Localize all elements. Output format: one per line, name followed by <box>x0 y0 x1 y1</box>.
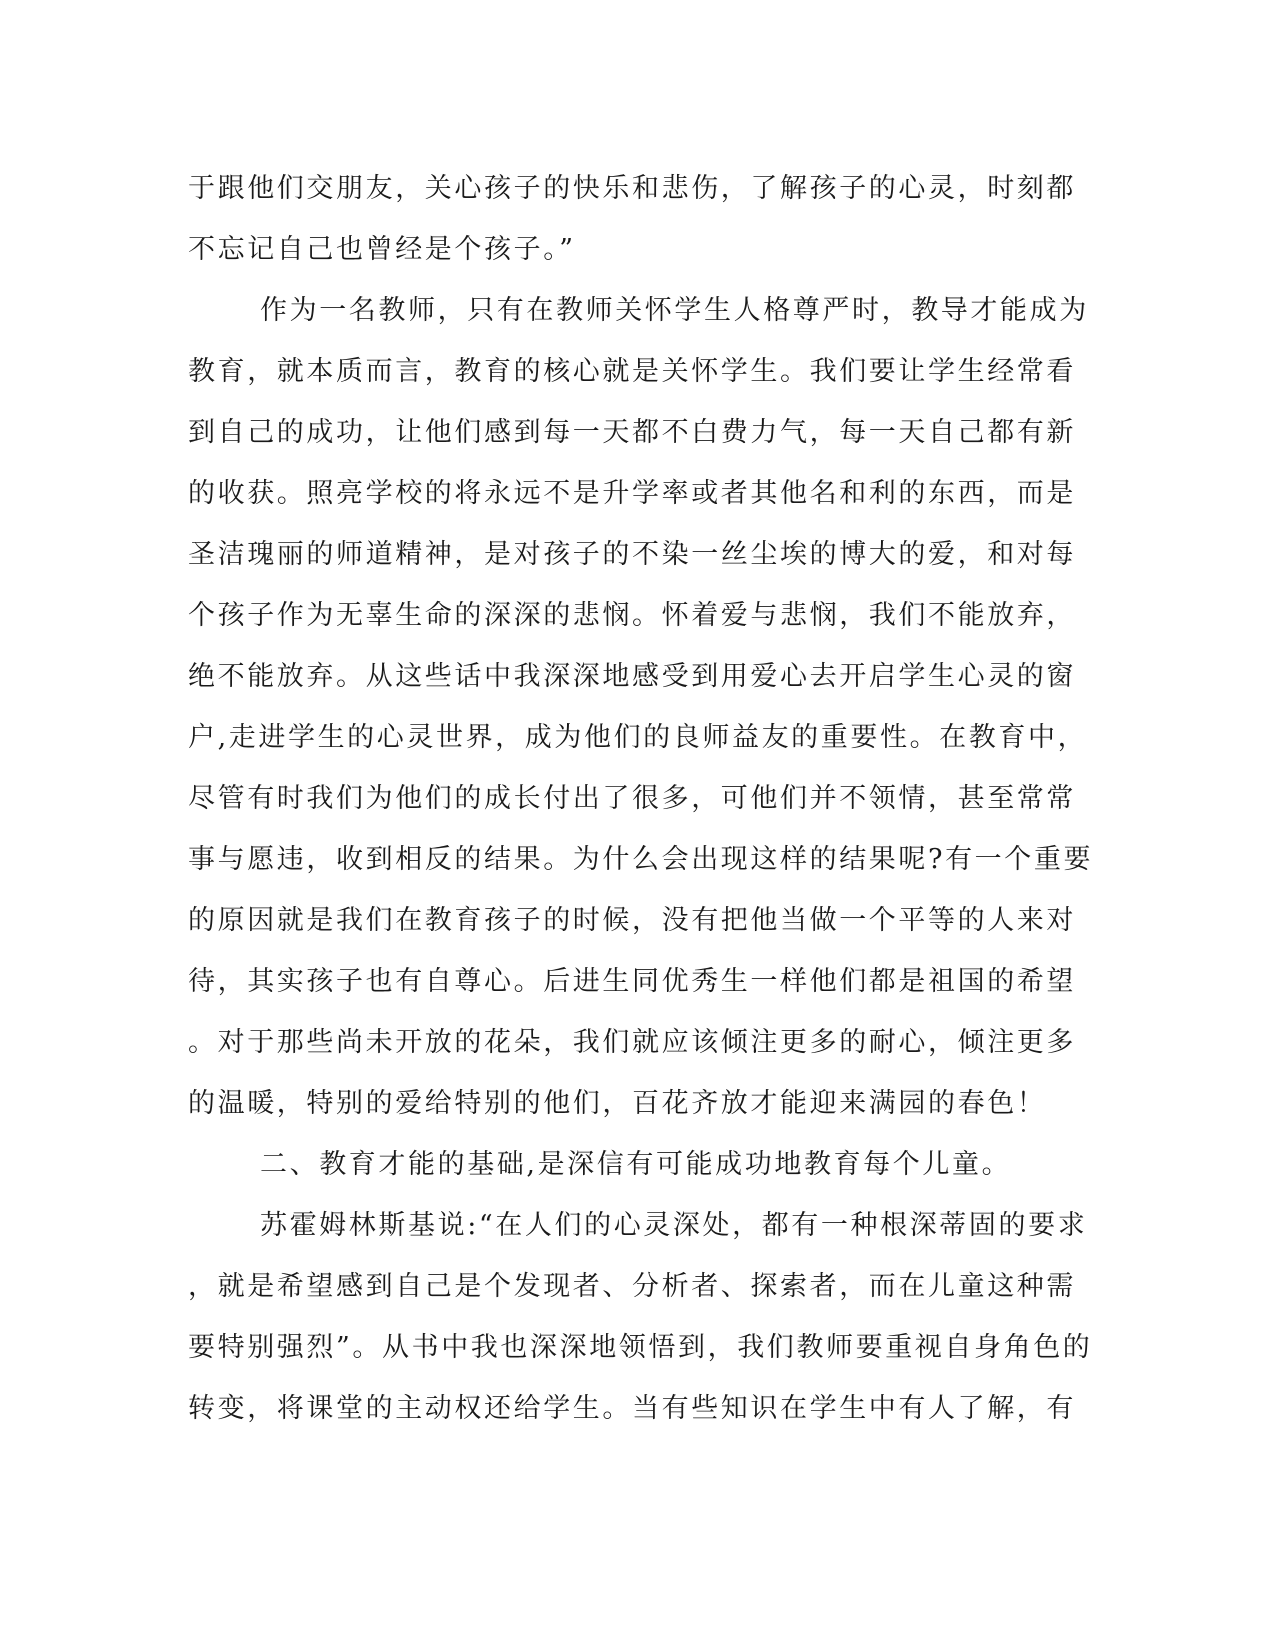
section-heading: 二、教育才能的基础,是深信有可能成功地教育每个儿童。 <box>260 1149 1012 1180</box>
text-line: 事与愿违，收到相反的结果。为什么会出现这样的结果呢?有一个重要 <box>188 844 1094 875</box>
text-line: ，就是希望感到自己是个发现者、分析者、探索者，而在儿童这种需 <box>188 1271 1076 1302</box>
text-line: 到自己的成功，让他们感到每一天都不白费力气，每一天自己都有新 <box>188 417 1076 448</box>
text-line: 尽管有时我们为他们的成长付出了很多，可他们并不领情，甚至常常 <box>188 783 1076 814</box>
text-line: 绝不能放弃。从这些话中我深深地感受到用爱心去开启学生心灵的窗 <box>188 661 1076 692</box>
text-line: 苏霍姆林斯基说:“在人们的心灵深处，都有一种根深蒂固的要求 <box>260 1210 1088 1241</box>
document-body <box>188 158 1094 1439</box>
text-line: 于跟他们交朋友，关心孩子的快乐和悲伤，了解孩子的心灵，时刻都 <box>188 173 1076 204</box>
text-line: 。对于那些尚未开放的花朵，我们就应该倾注更多的耐心，倾注更多 <box>188 1027 1076 1058</box>
text-line: 不忘记自己也曾经是个孩子。” <box>188 234 576 265</box>
text-line: 教育，就本质而言，教育的核心就是关怀学生。我们要让学生经常看 <box>188 356 1076 387</box>
text-line: 作为一名教师，只有在教师关怀学生人格尊严时，教导才能成为 <box>260 295 1089 326</box>
text-line: 个孩子作为无辜生命的深深的悲悯。怀着爱与悲悯，我们不能放弃， <box>188 600 1076 631</box>
text-line: 的温暖，特别的爱给特别的他们，百花齐放才能迎来满园的春色！ <box>188 1088 1047 1119</box>
text-line: 的原因就是我们在教育孩子的时候，没有把他当做一个平等的人来对 <box>188 905 1076 936</box>
text-line: 户,走进学生的心灵世界，成为他们的良师益友的重要性。在教育中， <box>188 722 1088 753</box>
text-line: 的收获。照亮学校的将永远不是升学率或者其他名和利的东西，而是 <box>188 478 1076 509</box>
text-line: 要特别强烈”。从书中我也深深地领悟到，我们教师要重视自身角色的 <box>188 1332 1093 1363</box>
text-line: 转变，将课堂的主动权还给学生。当有些知识在学生中有人了解，有 <box>188 1393 1076 1424</box>
text-line: 待，其实孩子也有自尊心。后进生同优秀生一样他们都是祖国的希望 <box>188 966 1076 997</box>
text-line: 圣洁瑰丽的师道精神，是对孩子的不染一丝尘埃的博大的爱，和对每 <box>188 539 1076 570</box>
